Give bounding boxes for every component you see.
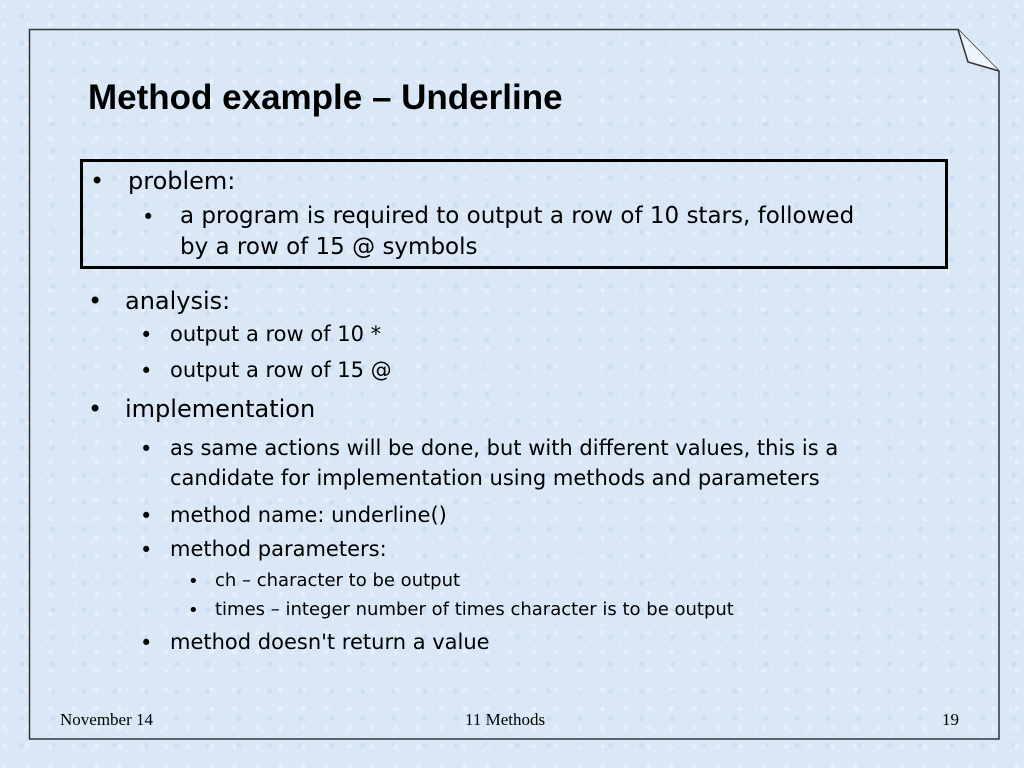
footer-date: November 14 [60, 710, 154, 729]
method-parameters-item: method parameters: [170, 537, 387, 561]
bullet: • [140, 437, 153, 461]
problem-label: problem: [128, 167, 236, 195]
bullet: • [142, 205, 155, 229]
analysis-item: output a row of 15 @ [170, 358, 392, 382]
bullet: • [90, 167, 105, 195]
footer-page-number: 19 [942, 710, 959, 729]
bullet: • [88, 287, 103, 315]
slide-page [28, 28, 1000, 740]
bullet: • [188, 600, 199, 621]
analysis-label: analysis: [125, 287, 231, 315]
implementation-item-line2: candidate for implementation using methods and parameters [170, 466, 820, 490]
bullet: • [88, 395, 103, 423]
bullet: • [140, 323, 153, 347]
bullet: • [140, 359, 153, 383]
parameter-item: ch – character to be output [215, 570, 461, 591]
analysis-item: output a row of 10 * [170, 322, 382, 346]
footer-topic: 11 Methods [465, 710, 546, 729]
bullet: • [140, 504, 153, 528]
problem-detail-line1: a program is required to output a row of 10 stars, followed [180, 203, 855, 229]
return-value-item: method doesn't return a value [170, 630, 490, 654]
problem-detail-line2: by a row of 15 @ symbols [180, 234, 478, 260]
method-name-item: method name: underline() [170, 503, 447, 527]
bullet: • [140, 631, 153, 655]
bullet: • [140, 538, 153, 562]
parameter-item: times – integer number of times character is to be output [215, 599, 734, 620]
implementation-item-line1: as same actions will be done, but with different values, this is a [170, 436, 839, 460]
implementation-label: implementation [125, 395, 316, 423]
slide-title: Method example – Underline [88, 78, 563, 117]
bullet: • [188, 571, 199, 592]
